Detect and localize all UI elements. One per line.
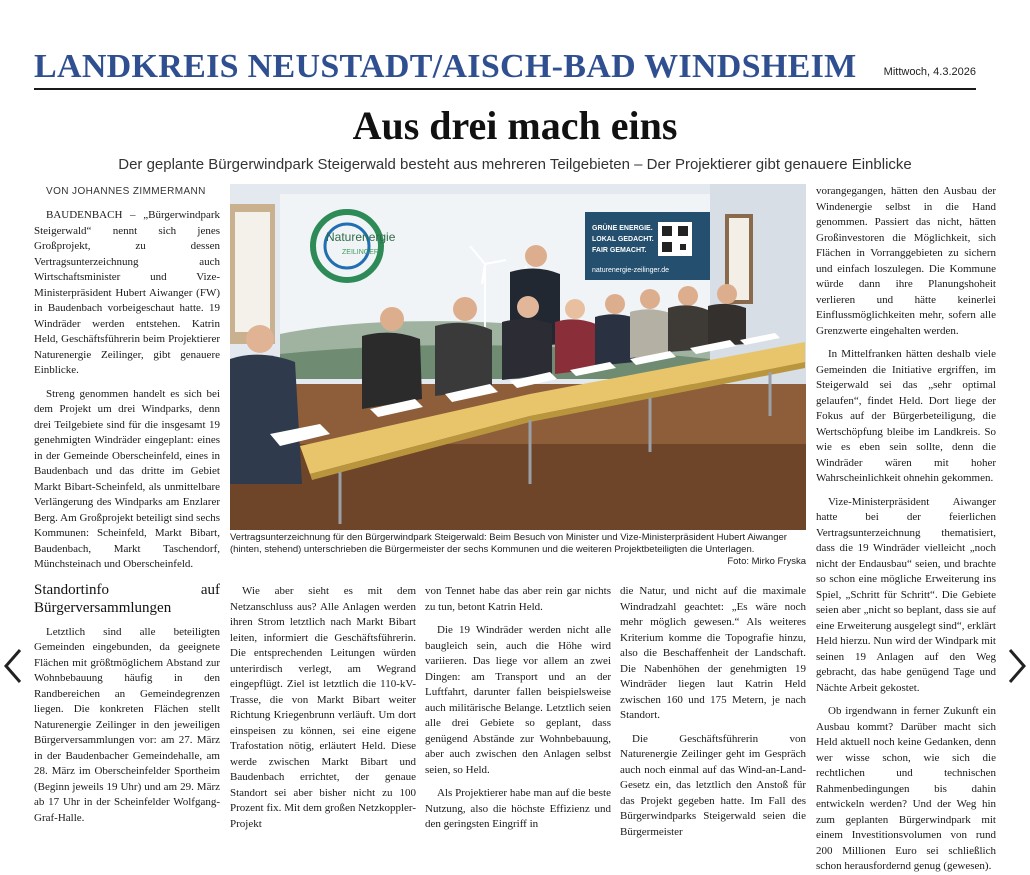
paragraph: BAUDENBACH – „Bürgerwindpark Steigerwald“ nennt sich jenes Großprojekt, zu dessen Vertragsunterzeichnung auch Wirtschaftsminister und Vize-Ministerpräsident Hubert Aiwanger (FW) in Baudenbach vorbeigeschaut hatte. 19 Windräder werden entstehen. Katrin Held, Geschäftsführerin beim Projektierer Naturenergie Zeilinger, gibt genauere Einblicke. — [34, 209, 220, 376]
paragraph: von Tennet habe das aber rein gar nichts zu tun, betont Katrin Held. — [425, 585, 611, 613]
svg-text:LOKAL GEDACHT.: LOKAL GEDACHT. — [592, 236, 654, 243]
svg-text:GRÜNE ENERGIE.: GRÜNE ENERGIE. — [592, 225, 653, 232]
article-photo — [230, 184, 806, 530]
article-column-3 — [425, 584, 611, 830]
article-column-2 — [230, 584, 416, 830]
signing-ceremony-image — [230, 184, 806, 530]
logo-text: Naturenergie — [326, 230, 396, 244]
svg-text:naturenergie-zeilinger.de: naturenergie-zeilinger.de — [592, 267, 670, 274]
article-column-1 — [34, 208, 220, 824]
photo-caption — [230, 532, 806, 568]
chevron-right-icon — [1000, 636, 1030, 696]
paragraph: Wie aber sieht es mit dem Netzanschluss aus? Alle Anlagen werden ihren Strom letztlich nach Markt Bibart leiten, informiert die Geschäftsführerin. Die entsprechenden Leitungen würden unterirdisch verlegt, am Wegrand eingepflügt. Ziel ist letztlich die 110-kV-Trasse, die von Markt Bibart weiter Richtung Kriegenbrunn verläuft. Um dort einspeisen zu können, sei eine eigene Trafostation nötig, erläutert Held. Diese werde zwischen Markt Bibart und Baudenbach errichtet, der genaue Standort sei aber bisher nicht zu 100 Prozent fix. Mit dem großen Netzkoppler-Projekt — [230, 585, 416, 830]
previous-page-button[interactable] — [0, 636, 30, 696]
byline: VON JOHANNES ZIMMERMANN — [46, 186, 206, 197]
paragraph: Streng genommen handelt es sich bei dem Projekt um drei Windparks, denn drei Teilgebiete sind für die insgesamt 19 genehmigten Windräder eingeplant: eines in der Gemeinde Oberscheinfeld, eines in Baudenbach und das dritte im Gebiet Markt Bibart-Scheinfeld, als unmittelbare Verlängerung des Windparks am Enzlarer Berg. Am Großprojekt beteiligt sind sechs Kommunen: Scheinfeld, Markt Bibart, Baudenbach, Markt Taschendorf, Münchsteinach und Oberscheinfeld. — [34, 387, 220, 570]
photo-credit: Foto: Mirko Fryska — [727, 556, 806, 567]
paragraph: Als Projektierer habe man auf die beste Nutzung, also die höchste Effizienz und den geringsten Eingriff in — [425, 787, 611, 830]
paragraph: Letztlich sind alle beteiligten Gemeinden eingebunden, da geeignete Flächen mit größtmöglichem Abstand zur Wohnbebauung häufig in den Randbereichen an Gemeindegrenzen liegen. Die konkreten Flächen stellt Naturenergie Zeilinger in den jeweiligen Bürgerversammlungen vor: am 27. März in der Baudenbacher Gemeindehalle, am 28. März im Oberscheinfelder Sportheim (Beginn jeweils 19 Uhr) und am 29. März ab 17 Uhr in der Scheinfelder Wolfgang-Graf-Halle. — [34, 625, 220, 824]
article-column-5 — [816, 184, 996, 872]
paragraph: Vize-Ministerpräsident Aiwanger hatte bei der feierlichen Vertragsunterzeichnung thematisiert, dass die 19 Windräder vielleicht „noch nicht der Endausbau“ seien, und brachte so schon eine mögliche Erweiterung ins Spiel, „Schritt für Schritt“. Die Gebiete seien aber „nicht so beplant, dass sie auf eine Erweiterung ausgelegt sind“, erklärt Held hierzu. Nun wird der Windpark mit seinen 19 Anlagen auf den Weg gebracht, das habe genügend Tage und Nächte Arbeit gekostet. — [816, 495, 996, 694]
issue-date: Mittwoch, 4.3.2026 — [883, 66, 976, 78]
article-subheadline: Der geplante Bürgerwindpark Steigerwald besteht aus mehreren Teilgebieten – Der Projektierer gibt genauere Einblicke — [118, 156, 912, 173]
paragraph: Die Geschäftsführerin von Naturenergie Zeilinger geht im Gespräch auch noch einmal auf das Wind-an-Land-Gesetz ein, das letztlich den Anstoß für das Projekt gegeben hatte. Im Fall des Bürgerwindparks Steigerwald seien die Bürgermeister — [620, 732, 806, 838]
paragraph: Ob irgendwann in ferner Zukunft ein Ausbau kommt? Darüber macht sich Held aktuell noch keine Gedanken, denn wer wisse schon, wie sich die rechtlichen und technischen Rahmenbedingungen bis dahin entwickeln werden? Und der Weg hin zum geplanten Bürgerwindpark mit einem Investitionsvolumen von rund 200 Millionen Euro sei schließlich schon herausfordernd genug (gewesen). — [816, 705, 996, 872]
section-subheading: Standortinfo auf Bürgerversammlungen — [34, 581, 220, 616]
paragraph: die Natur, und nicht auf die maximale Windradzahl geachtet: „Es wäre noch mehr möglich gewesen.“ Als weiteres Kriterium komme die Topografie hinzu, also die Beschaffenheit der Landschaft. Die Nabenhöhen der genehmigten 19 Windräder liegen laut Katrin Held zwischen 160 und 175 Metern, je nach Standort. — [620, 585, 806, 721]
next-page-button[interactable] — [1000, 636, 1030, 696]
svg-text:FAIR GEMACHT.: FAIR GEMACHT. — [592, 247, 647, 254]
paragraph: Die 19 Windräder werden nicht alle baugleich sein, auch die Höhe wird variieren. Das liege vor allem an zwei Dingen: am Transport und an der Luftfahrt, darunter fallen beispielsweise auch militärische Belange. Letztlich seien alle drei Gebiete so geplant, dass genügend Abstände zur Wohnbebauung, aber auch zwischen den Anlagen selbst seien, so Held. — [425, 624, 611, 776]
caption-text: Vertragsunterzeichnung für den Bürgerwindpark Steigerwald: Beim Besuch von Minister und Vize-Ministerpräsident Hubert Aiwanger (hinten, stehend) unterschrieben die Bürgermeister der sechs Kommunen und die weiteren Projektbeteiligten die Unterlagen. — [230, 532, 787, 555]
paragraph: vorangegangen, hätten den Ausbau der Windenergie selbst in die Hand genommen. Passiert das nicht, hätten Großinvestoren die Möglichkeit, sich Flächen in Vorranggebieten zu sichern und einfach loszulegen. Die Kommune würde dann ihre Planungshoheit verlieren und hätte keinerlei Einflussmöglichkeiten mehr, sofern alle Grenzwerte eingehalten werden. — [816, 185, 996, 337]
logo-subtext: ZEILINGER — [342, 249, 379, 256]
chevron-left-icon — [0, 636, 30, 696]
article-column-4 — [620, 584, 806, 838]
article-headline: Aus drei mach eins — [352, 103, 678, 148]
section-title: LANDKREIS NEUSTADT/AISCH-BAD WINDSHEIM — [34, 48, 857, 85]
paragraph: In Mittelfranken hätten deshalb viele Gemeinden die Initiative ergriffen, im Steigerwald sei das „sehr optimal gelaufen“, findet Held. Dort liege der Fokus auf der Bürgerbeteiligung, die Wertschöpfung bleibe im Landkreis. So wie es eben sein sollte, denn die Windräder wären mit hoher Wahrscheinlichkeit ohnehin gekommen. — [816, 348, 996, 484]
masthead — [34, 48, 976, 90]
